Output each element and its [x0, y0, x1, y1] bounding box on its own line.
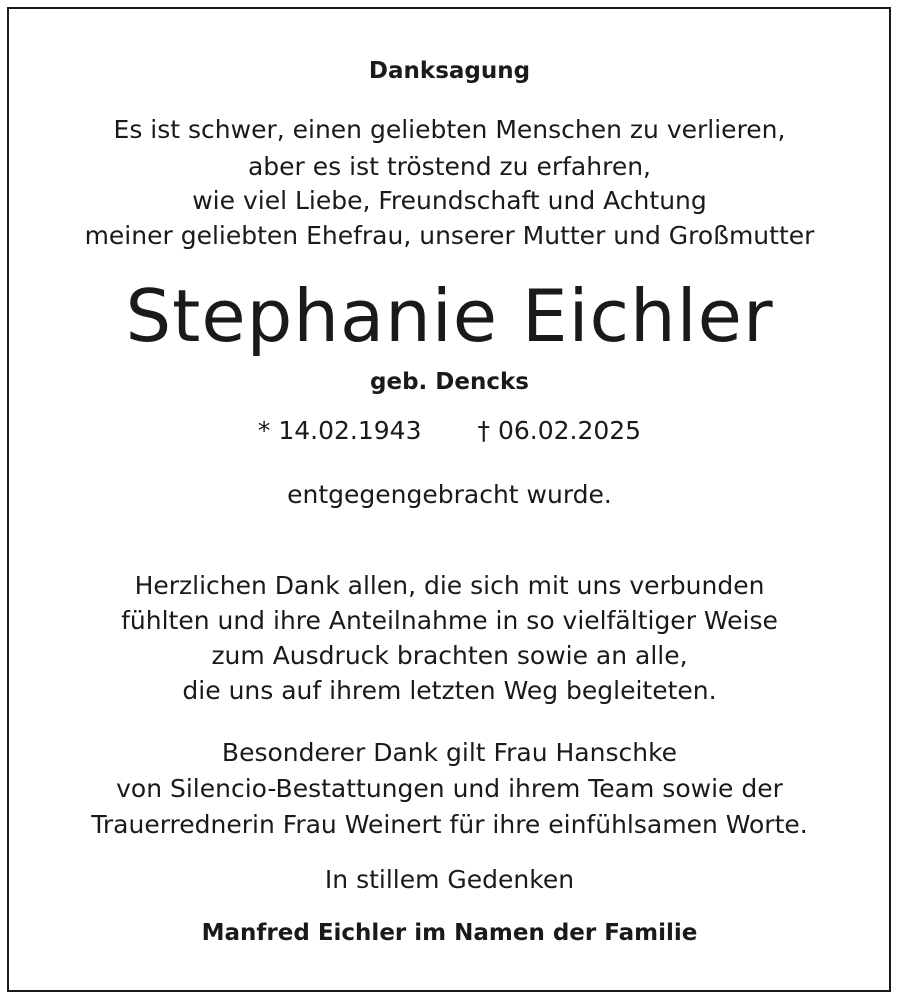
- intro-line: wie viel Liebe, Freundschaft und Achtung: [192, 186, 707, 215]
- intro-line: meiner geliebten Ehefrau, unserer Mutter und Großmutter: [84, 221, 815, 250]
- thanks-line: zum Ausdruck brachten sowie an alle,: [211, 641, 688, 670]
- life-dates: [0, 418, 899, 443]
- thanks-line: fühlten und ihre Anteilnahme in so vielfältiger Weise: [121, 606, 778, 635]
- closing-text: In stillem Gedenken: [324, 865, 575, 894]
- thanks-line: Herzlichen Dank allen, die sich mit uns verbunden: [134, 571, 765, 600]
- thanks-line: die uns auf ihrem letzten Weg begleiteten.: [182, 676, 717, 705]
- maiden-name: geb. Dencks: [370, 369, 529, 395]
- special-thanks-line: Besonderer Dank gilt Frau Hanschke: [221, 738, 678, 767]
- signature: Manfred Eichler im Namen der Familie: [201, 920, 698, 946]
- continuation-text: entgegengebracht wurde.: [287, 480, 612, 509]
- intro-line: Es ist schwer, einen geliebten Menschen zu verlieren,: [113, 115, 786, 144]
- special-thanks-line: Trauerrednerin Frau Weinert für ihre einfühlsamen Worte.: [91, 810, 808, 839]
- birth-date: * 14.02.1943: [257, 416, 422, 445]
- death-date: † 06.02.2025: [477, 416, 642, 445]
- deceased-name: Stephanie Eichler: [125, 274, 774, 358]
- notice-heading: Danksagung: [368, 58, 531, 84]
- intro-line: aber es ist tröstend zu erfahren,: [247, 152, 651, 181]
- special-thanks-line: von Silencio-Bestattungen und ihrem Team sowie der: [116, 774, 783, 803]
